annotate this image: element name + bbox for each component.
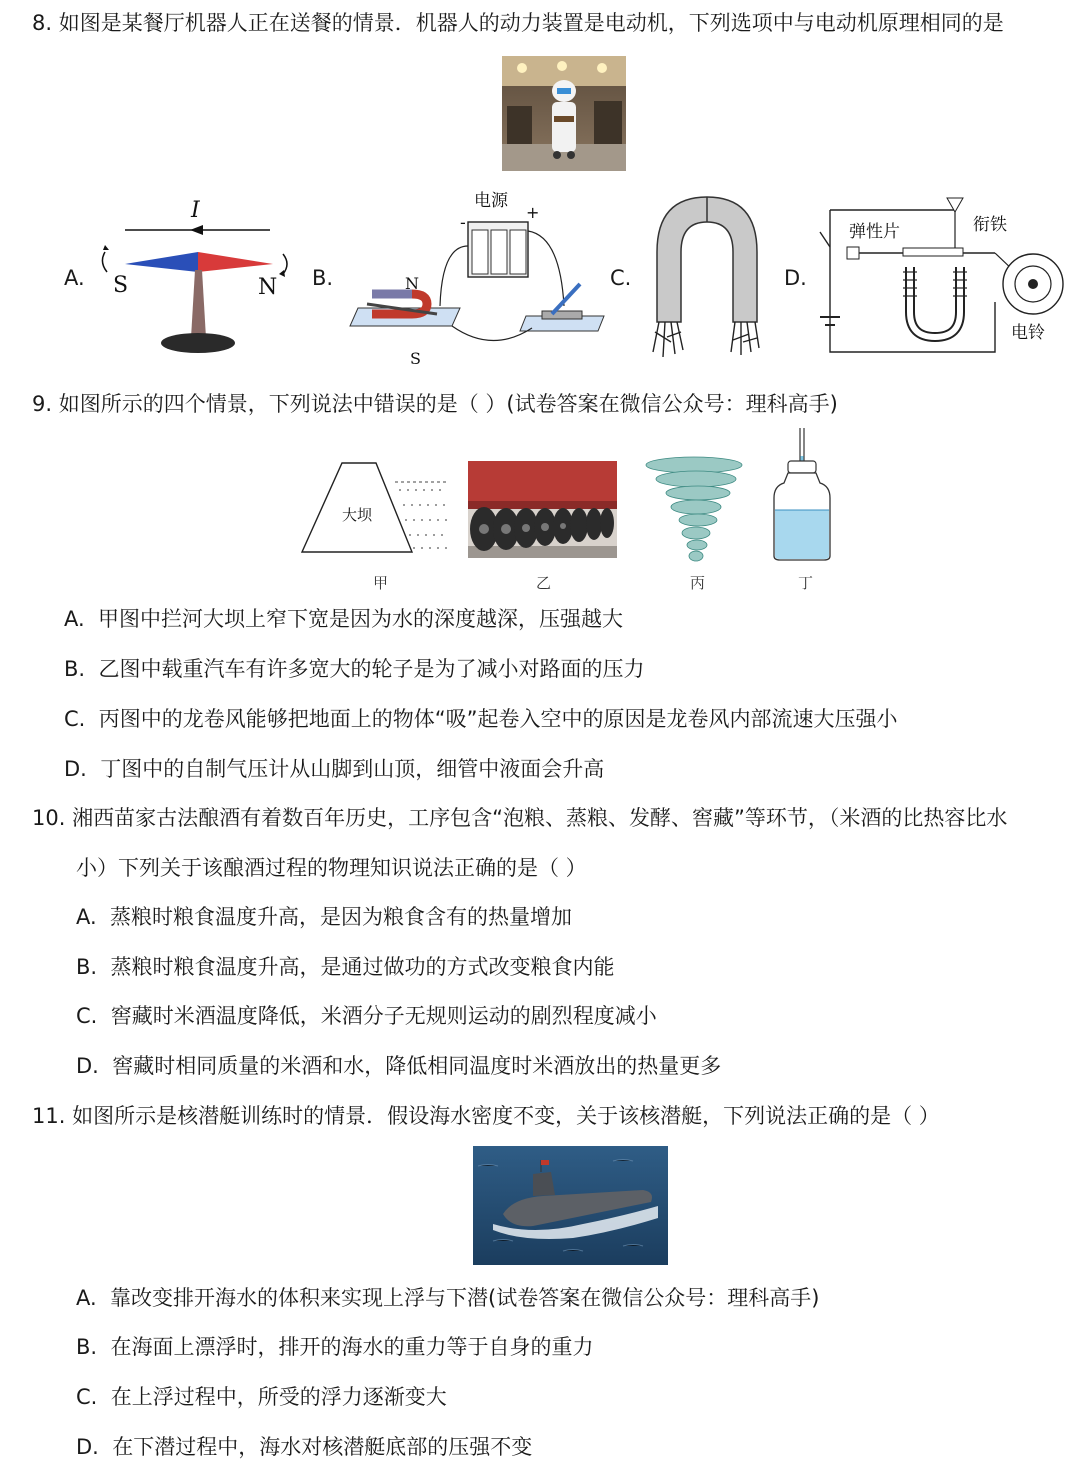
q8-figure-b-motor-circuit: [342, 186, 607, 368]
q8-option-d-label: D.: [784, 266, 807, 290]
q8-option-a-label: A.: [64, 266, 85, 290]
q9-figure-tornado: [640, 455, 748, 565]
spring-plate-label: 弹性片: [849, 222, 900, 242]
q8-figure-c-u-magnet: [645, 192, 770, 364]
question-10-line2: 小）下列关于该酿酒过程的物理知识说法正确的是（ ）: [76, 856, 587, 880]
restaurant-robot-photo: [502, 56, 626, 171]
power-label: 电源: [474, 191, 508, 211]
q11-option-d: D. 在下潜过程中，海水对核潜艇底部的压强不变: [76, 1435, 533, 1459]
motor-n-label: N: [405, 274, 419, 293]
question-8-text: 8. 如图是某餐厅机器人正在送餐的情景．机器人的动力装置是电动机，下列选项中与电动机原理相同的是: [32, 11, 1004, 35]
q8-option-c-label: C.: [610, 266, 632, 290]
q9-figure-dam: [300, 460, 450, 555]
svg-text:+: +: [526, 203, 540, 222]
q9-figure-heavy-truck-photo: [468, 461, 617, 558]
q10-option-d: D. 窖藏时相同质量的米酒和水，降低相同温度时米酒放出的热量更多: [76, 1054, 722, 1078]
svg-text:-: -: [460, 213, 466, 232]
q8-figure-a-compass-needle: [95, 190, 300, 362]
submarine-photo: [473, 1146, 668, 1265]
q9-option-d: D. 丁图中的自制气压计从山脚到山顶，细管中液面会升高: [64, 757, 605, 781]
question-9-text: 9. 如图所示的四个情景，下列说法中错误的是（ ）(试卷答案在微信公众号：理科高手): [32, 392, 838, 416]
q10-option-b: B. 蒸粮时粮食温度升高，是通过做功的方式改变粮食内能: [76, 955, 615, 979]
q11-option-a: A. 靠改变排开海水的体积来实现上浮与下潜(试卷答案在微信公众号：理科高手): [76, 1286, 820, 1310]
caption-bing: 丙: [690, 574, 706, 592]
armature-label: 衔铁: [973, 215, 1007, 235]
question-11-text: 11. 如图所示是核潜艇训练时的情景．假设海水密度不变，关于该核潜艇，下列说法正确的是（ ）: [32, 1104, 940, 1128]
q10-option-c: C. 窖藏时米酒温度降低，米酒分子无规则运动的剧烈程度减小: [76, 1004, 657, 1028]
q10-option-a: A. 蒸粮时粮食温度升高，是因为粮食含有的热量增加: [76, 905, 573, 929]
caption-yi: 乙: [536, 574, 552, 592]
question-10-line1: 10. 湘西苗家古法酿酒有着数百年历史，工序包含“泡粮、蒸粮、发酵、窖藏”等环节，（米酒的比热容比水: [32, 806, 1008, 830]
q11-option-c: C. 在上浮过程中，所受的浮力逐渐变大: [76, 1385, 447, 1409]
caption-jia: 甲: [373, 574, 389, 592]
current-label: I: [191, 198, 200, 223]
q9-option-a: A. 甲图中拦河大坝上窄下宽是因为水的深度越深，压强越大: [64, 607, 624, 631]
north-pole-label: N: [258, 275, 278, 300]
q9-figure-homemade-barometer: [770, 428, 834, 563]
caption-ding: 丁: [798, 574, 814, 592]
south-pole-label: S: [113, 273, 129, 298]
bell-label: 电铃: [1011, 323, 1045, 343]
motor-s-label: S: [410, 349, 421, 368]
q8-option-b-label: B.: [312, 266, 334, 290]
q9-option-b: B. 乙图中载重汽车有许多宽大的轮子是为了减小对路面的压力: [64, 657, 645, 681]
dam-label: 大坝: [342, 506, 373, 524]
q9-option-c: C. 丙图中的龙卷风能够把地面上的物体“吸”起卷入空中的原因是龙卷风内部流速大压强小: [64, 707, 898, 731]
q8-figure-d-electric-bell: [815, 192, 1077, 360]
q11-option-b: B. 在海面上漂浮时，排开的海水的重力等于自身的重力: [76, 1335, 594, 1359]
